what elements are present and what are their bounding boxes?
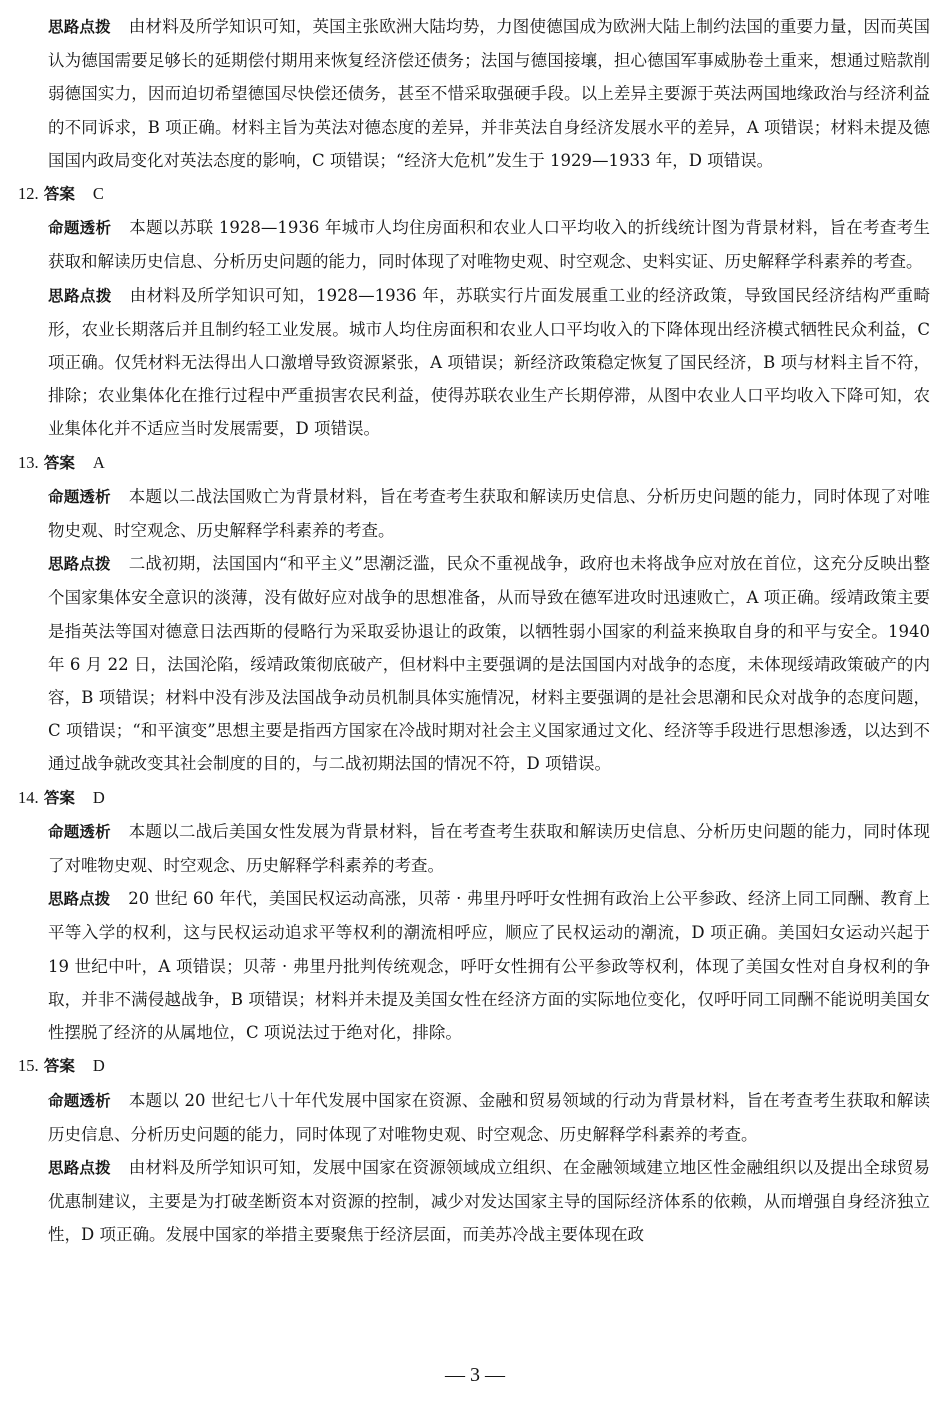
answer-label: 答案 [43, 185, 75, 204]
q12-mingti-text: 本题以苏联 1928—1936 年城市人均住房面积和农业人口平均收入的折线统计图为背景材料，旨在考查考生获取和解读历史信息、分析历史问题的能力，同时体现了对唯物史观、时空观念、史料实证、历史解释学科素养的考查。 [48, 218, 930, 272]
q14-answer-row [18, 781, 930, 815]
q13-answer-value: A [92, 452, 105, 472]
q14-siluo-text: 20 世纪 60 年代，美国民权运动高涨，贝蒂 · 弗里丹呼吁女性拥有政治上公平参政、经济上同工同酬、教育上平等入学的权利，这与民权运动追求平等权利的潮流相呼应，顺应了民权运动的潮流，D 项正确。美国妇女运动兴起于 19 世纪中叶，A 项错误；贝蒂 · 弗里丹批判传统观念，呼吁女性拥有公平参政等权利，体现了美国女性对自身权利的争取，并非不满侵越战争，B 项错误；材料并未提及美国女性在经济方面的实际地位变化，仅呼吁同工同酬不能说明美国女性摆脱了经济的从属地位，C 项说法过于绝对化，排除。 [48, 889, 930, 1043]
q13-siluo-text: 二战初期，法国国内“和平主义”思潮泛滥，民众不重视战争，政府也未将战争应对放在首位，这充分反映出整个国家集体安全意识的淡薄，没有做好应对战争的思想准备，从而导致在德军进攻时迅速败亡，A 项正确。绥靖政策主要是指英法等国对德意日法西斯的侵略行为采取妥协退让的政策，以牺牲弱小国家的利益来换取自身的和平与安全。1940 年 6 月 22 日，法国沦陷，绥靖政策彻底破产，但材料中主要强调的是法国国内对战争的态度，未体现绥靖政策破产的内容，B 项错误；材料中没有涉及法国战争动员机制具体实施情况，材料主要强调的是社会思潮和民众对战争的态度问题，C 项错误；“和平演变”思想主要是指西方国家在冷战时期对社会主义国家通过文化、经济等手段进行思想渗透，以达到不通过战争就改变其社会制度的目的，与二战初期法国的情况不符，D 项错误。 [48, 554, 930, 774]
answer-label: 答案 [43, 788, 75, 807]
siluo-label: 思路点拨 [48, 890, 111, 909]
siluo-label: 思路点拨 [48, 555, 111, 574]
mingti-label: 命题透析 [48, 219, 112, 238]
q15-mingti-paragraph [18, 1084, 930, 1151]
mingti-label: 命题透析 [48, 487, 111, 506]
q12-answer-row [18, 177, 930, 211]
q13-number: 13. [18, 452, 39, 472]
q12-mingti-paragraph [18, 211, 930, 278]
siluo-label: 思路点拨 [48, 1158, 111, 1177]
q15-answer-value: D [92, 1056, 105, 1076]
answer-page [18, 10, 930, 1252]
q12-siluo-paragraph [18, 279, 930, 446]
siluo-label: 思路点拨 [48, 286, 112, 305]
q14-siluo-paragraph [18, 882, 930, 1049]
q15-answer-row [18, 1049, 930, 1083]
q14-answer-value: D [92, 787, 105, 807]
q13-siluo-paragraph [18, 547, 930, 780]
q13-mingti-text: 本题以二战法国败亡为背景材料，旨在考查考生获取和解读历史信息、分析历史问题的能力，同时体现了对唯物史观、时空观念、历史解释学科素养的考查。 [48, 486, 930, 541]
q15-siluo-text: 由材料及所学知识可知，发展中国家在资源领域成立组织、在金融领域建立地区性金融组织以及提出全球贸易优惠制建议，主要是为打破垄断资本对资源的控制，减少对发达国家主导的国际经济体系的依赖，从而增强自身经济独立性，D 项正确。发展中国家的举措主要聚焦于经济层面，而美苏冷战主要体现在政 [48, 1157, 930, 1245]
q12-number: 12. [18, 184, 39, 204]
answer-label: 答案 [43, 1057, 75, 1076]
q11-siluo-paragraph [18, 10, 930, 177]
q13-answer-row [18, 446, 930, 480]
siluo-label: 思路点拨 [48, 18, 111, 36]
mingti-label: 命题透析 [48, 822, 111, 841]
q12-siluo-text: 由材料及所学知识可知，1928—1936 年，苏联实行片面发展重工业的经济政策，导致国民经济结构严重畸形，农业长期落后并且制约轻工业发展。城市人均住房面积和农业人口平均收入的下降体现出经济模式牺牲民众利益，C 项正确。仅凭材料无法得出人口激增导致资源紧张，A 项错误；新经济政策稳定恢复了国民经济，B 项与材料主旨不符，排除；农业集体化在推行过程中严重损害农民利益，使得苏联农业生产长期停滞，从图中农业人口平均收入下降可知，农业集体化并不适应当时发展需要，D 项错误。 [48, 285, 930, 439]
page-number: — 3 — [445, 1364, 505, 1386]
q15-mingti-text: 本题以 20 世纪七八十年代发展中国家在资源、金融和贸易领域的行动为背景材料，旨在考查考生获取和解读历史信息、分析历史问题的能力，同时体现了对唯物史观、时空观念、历史解释学科素养的考查。 [48, 1090, 930, 1144]
q14-mingti-paragraph [18, 815, 930, 882]
answer-label: 答案 [43, 453, 75, 472]
q15-number: 15. [18, 1056, 39, 1076]
q13-mingti-paragraph [18, 480, 930, 547]
q14-mingti-text: 本题以二战后美国女性发展为背景材料，旨在考查考生获取和解读历史信息、分析历史问题的能力，同时体现了对唯物史观、时空观念、历史解释学科素养的考查。 [48, 821, 930, 876]
mingti-label: 命题透析 [48, 1091, 111, 1110]
q11-siluo-text: 由材料及所学知识可知，英国主张欧洲大陆均势，力图使德国成为欧洲大陆上制约法国的重要力量，因而英国认为德国需要足够长的延期偿付期用来恢复经济偿还债务；法国与德国接壤，担心德国军事威胁卷土重来，想通过赔款削弱德国实力，因而迫切希望德国尽快偿还债务，甚至不惜采取强硬手段。以上差异主要源于英法两国地缘政治与经济利益的不同诉求，B 项正确。材料主旨为英法对德态度的差异，并非英法自身经济发展水平的差异，A 项错误；材料未提及德国国内政局变化对英法态度的影响，C 项错误；“经济大危机”发生于 1929—1933 年，D 项错误。 [48, 17, 930, 170]
q12-answer-value: C [92, 184, 104, 204]
q14-number: 14. [18, 787, 39, 807]
q15-siluo-paragraph [18, 1151, 930, 1252]
